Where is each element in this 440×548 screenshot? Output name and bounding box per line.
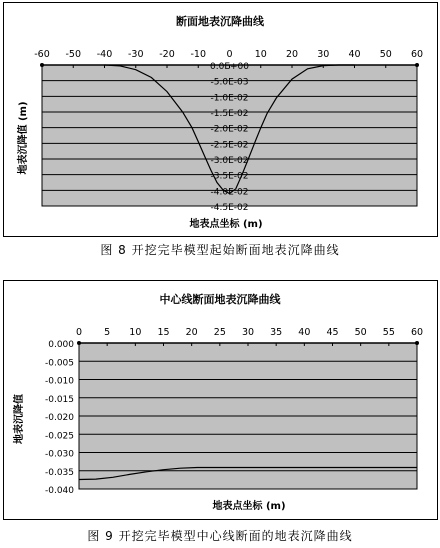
- y-tick-label: -0.035: [44, 467, 74, 478]
- x-tick-label: 45: [326, 327, 339, 338]
- y-tick-label: 0.000: [48, 340, 74, 350]
- y-tick-label: -0.040: [44, 486, 74, 496]
- axis-end-marker: [40, 63, 44, 67]
- x-tick-label: 60: [410, 327, 424, 338]
- y-tick-label: -4.5E-02: [210, 203, 249, 213]
- x-axis-label: 地表点坐标 (m): [189, 219, 263, 230]
- x-axis-label: 地表点坐标 (m): [212, 501, 286, 512]
- x-tick-label: 60: [410, 49, 424, 60]
- x-tick-label: 25: [213, 327, 226, 338]
- y-axis-label: 地表沉降值: [14, 394, 25, 444]
- x-tick-label: 15: [157, 327, 170, 338]
- y-tick-label: -4.0E-02: [210, 187, 249, 198]
- axis-end-marker: [415, 63, 419, 67]
- y-tick-label: -5.0E-03: [210, 77, 249, 88]
- y-axis-title: [16, 101, 29, 174]
- x-tick-label: 50: [379, 49, 392, 60]
- axis-end-marker: [415, 341, 419, 345]
- chart-panel-section-settlement: [3, 2, 438, 237]
- chart-title: 中心线断面地表沉降曲线: [159, 293, 281, 306]
- x-tick-label: -20: [159, 49, 175, 60]
- x-tick-label: 20: [285, 49, 299, 60]
- x-tick-label: 10: [254, 49, 267, 60]
- x-tick-label: 50: [354, 327, 367, 338]
- x-tick-label: 0: [226, 49, 233, 60]
- x-tick-label: 30: [241, 327, 255, 338]
- y-tick-label: -0.025: [44, 431, 74, 442]
- x-tick-label: 0: [75, 327, 83, 338]
- x-tick-label: -10: [190, 49, 207, 60]
- y-tick-label: -0.010: [44, 376, 74, 387]
- y-axis-title: [12, 394, 25, 444]
- x-tick-label: 20: [185, 327, 198, 338]
- x-tick-label: 40: [298, 327, 311, 338]
- y-tick-label: -2.0E-02: [210, 124, 249, 135]
- x-tick-label: 40: [348, 49, 361, 60]
- y-tick-label: -0.005: [44, 358, 74, 369]
- axis-end-marker: [77, 341, 81, 345]
- chart-centerline-settlement: [4, 281, 437, 519]
- x-tick-label: -40: [96, 49, 113, 60]
- y-tick-label: 0.0E+00: [210, 62, 249, 72]
- y-tick-label: -0.030: [44, 449, 74, 460]
- x-tick-label: 5: [104, 327, 111, 338]
- x-tick-label: -50: [65, 49, 82, 60]
- y-axis-label: 地表沉降值 (m): [18, 101, 29, 175]
- x-tick-label: 35: [270, 327, 283, 338]
- y-tick-label: -0.015: [44, 394, 74, 405]
- x-tick-label: 10: [129, 327, 142, 338]
- x-tick-label: -60: [34, 49, 50, 60]
- x-tick-label: -30: [127, 49, 144, 60]
- y-tick-label: -3.0E-02: [210, 156, 249, 166]
- y-tick-label: -1.0E-02: [210, 93, 249, 104]
- x-tick-label: 55: [382, 327, 395, 338]
- y-tick-label: -2.5E-02: [210, 140, 249, 151]
- figure-caption-8: 图 8 开挖完毕模型起始断面地表沉降曲线: [100, 243, 340, 257]
- y-tick-label: -0.020: [44, 413, 74, 423]
- chart-title: 断面地表沉降曲线: [176, 15, 264, 28]
- chart-panel-centerline-settlement: [3, 280, 438, 520]
- y-tick-label: -1.5E-02: [210, 109, 249, 119]
- chart-section-settlement: [4, 3, 437, 236]
- x-tick-label: 30: [317, 49, 330, 60]
- figure-caption-9: 图 9 开挖完毕模型中心线断面的地表沉降曲线: [87, 529, 353, 543]
- y-tick-label: -3.5E-02: [210, 171, 249, 182]
